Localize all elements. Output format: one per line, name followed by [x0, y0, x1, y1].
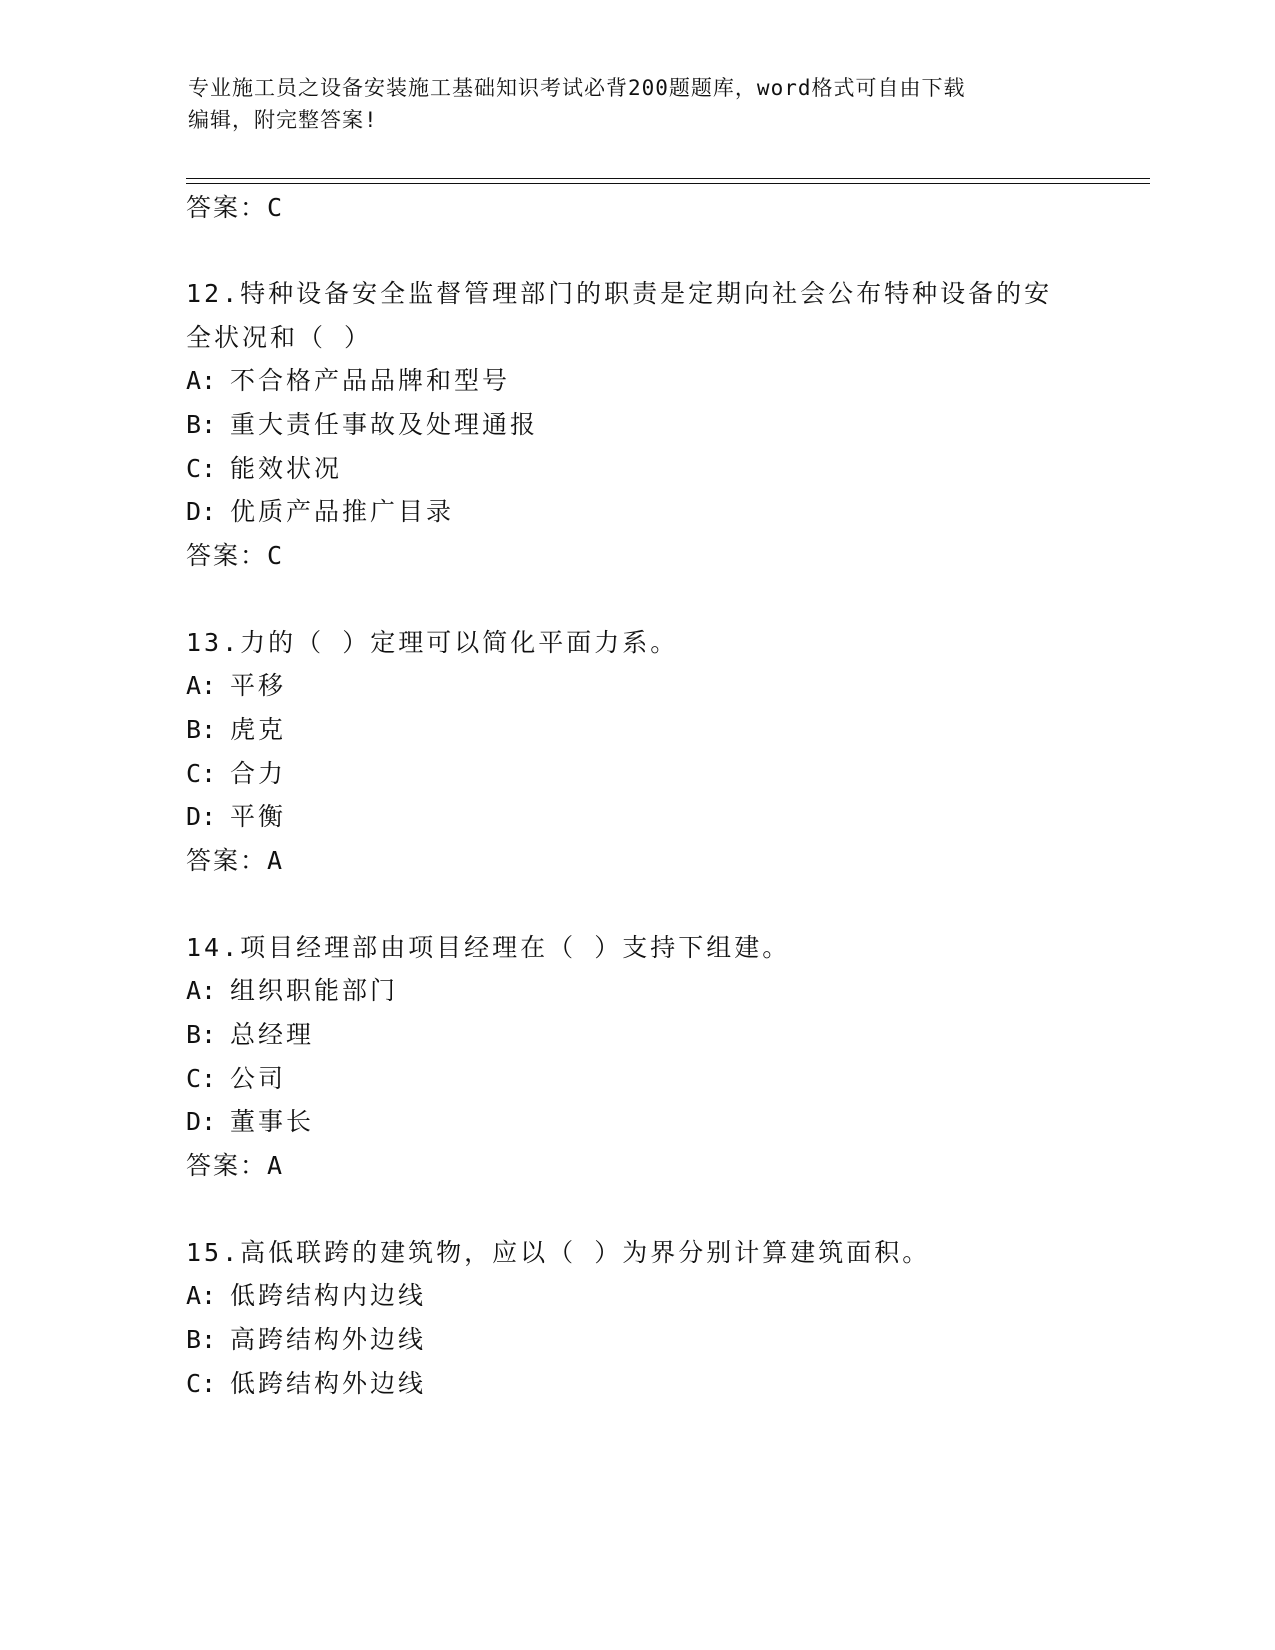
question-12-answer [186, 539, 282, 573]
option-letter: C: [186, 759, 217, 788]
question-14-option-b [186, 1018, 314, 1052]
option-letter: A: [186, 1281, 217, 1310]
header-line-2: 编辑，附完整答案! [188, 108, 378, 132]
option-text: 合力 [230, 759, 287, 788]
question-13-option-b [186, 713, 286, 747]
option-letter: D: [186, 497, 217, 526]
option-letter: B: [186, 1020, 217, 1049]
question-15-option-b [186, 1323, 426, 1357]
header-line-1: 专业施工员之设备安装施工基础知识考试必背200题题库，word格式可自由下载 [188, 76, 966, 100]
question-13-option-c [186, 757, 286, 791]
option-letter: A: [186, 976, 217, 1005]
question-13-option-d [186, 800, 286, 834]
option-letter: D: [186, 802, 217, 831]
option-text: 不合格产品品牌和型号 [230, 366, 511, 395]
question-12-option-d [186, 495, 454, 529]
option-letter: C: [186, 1064, 217, 1093]
header-divider-bottom [186, 183, 1150, 184]
option-text: 重大责任事故及处理通报 [230, 410, 539, 439]
question-13-stem: 13.力的（ ）定理可以简化平面力系。 [186, 628, 679, 657]
option-text: 平移 [230, 671, 287, 700]
option-text: 公司 [230, 1064, 287, 1093]
question-15-option-a [186, 1279, 426, 1313]
option-letter: A: [186, 671, 217, 700]
option-letter: A: [186, 366, 217, 395]
question-14-option-c [186, 1062, 286, 1096]
option-text: 低跨结构外边线 [230, 1369, 427, 1398]
question-14-option-a [186, 974, 398, 1008]
answer-label: 答案： [186, 193, 268, 222]
document-header [188, 72, 1088, 136]
question-14-option-d [186, 1105, 314, 1139]
answer-value: A [267, 846, 283, 875]
answer-value: A [267, 1151, 283, 1180]
option-text: 总经理 [230, 1020, 315, 1049]
option-letter: C: [186, 454, 217, 483]
option-letter: B: [186, 715, 217, 744]
question-13-option-a [186, 669, 286, 703]
question-12-stem: 12.特种设备安全监督管理部门的职责是定期向社会公布特种设备的安 [186, 279, 1053, 308]
option-letter: B: [186, 410, 217, 439]
option-text: 优质产品推广目录 [230, 497, 455, 526]
option-text: 组织职能部门 [230, 976, 399, 1005]
question-12-option-b [186, 408, 538, 442]
question-15-option-c [186, 1367, 426, 1401]
option-text: 董事长 [230, 1107, 315, 1136]
question-12-option-a [186, 364, 510, 398]
previous-answer [186, 191, 282, 225]
question-12-stem-cont: 全状况和（ ） [186, 323, 373, 352]
option-text: 虎克 [230, 715, 287, 744]
option-letter: C: [186, 1369, 217, 1398]
answer-label: 答案： [186, 846, 268, 875]
option-letter: B: [186, 1325, 217, 1354]
question-12-option-c [186, 452, 342, 486]
option-text: 能效状况 [230, 454, 343, 483]
question-15-stem: 15.高低联跨的建筑物，应以（ ）为界分别计算建筑面积。 [186, 1238, 931, 1267]
option-text: 平衡 [230, 802, 287, 831]
answer-label: 答案： [186, 541, 268, 570]
answer-value: C [267, 541, 283, 570]
option-letter: D: [186, 1107, 217, 1136]
question-13-answer [186, 844, 282, 878]
question-14-stem: 14.项目经理部由项目经理在（ ）支持下组建。 [186, 933, 791, 962]
question-14-answer [186, 1149, 282, 1183]
answer-value: C [267, 193, 283, 222]
header-divider-top [186, 178, 1150, 179]
option-text: 高跨结构外边线 [230, 1325, 427, 1354]
answer-label: 答案： [186, 1151, 268, 1180]
option-text: 低跨结构内边线 [230, 1281, 427, 1310]
